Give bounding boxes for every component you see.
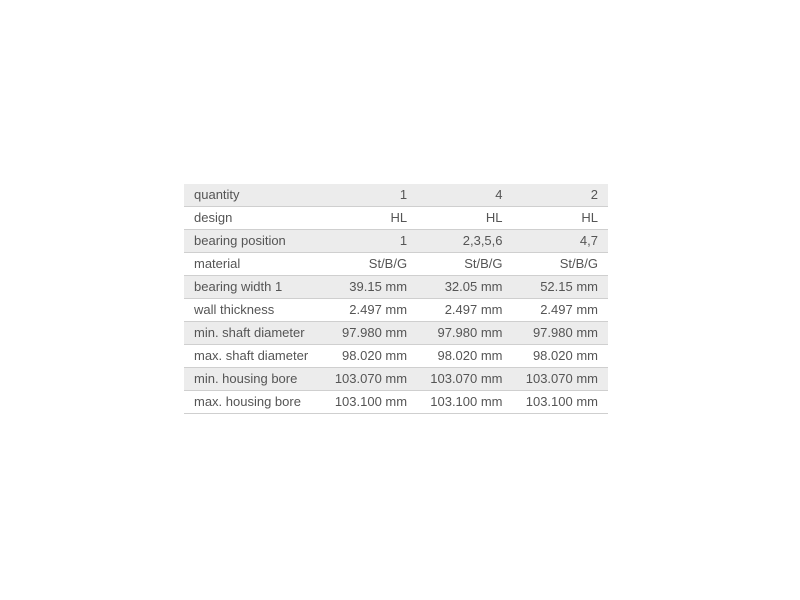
row-label: material	[184, 253, 322, 276]
table-row	[184, 368, 608, 391]
table-cell: 103.070 mm	[322, 368, 417, 391]
row-label: min. shaft diameter	[184, 322, 322, 345]
table-cell: 2,3,5,6	[417, 230, 512, 253]
table-cell: HL	[417, 207, 512, 230]
table-cell: 98.020 mm	[417, 345, 512, 368]
table-cell: 98.020 mm	[322, 345, 417, 368]
table-cell: 1	[322, 230, 417, 253]
table-cell: 32.05 mm	[417, 276, 512, 299]
row-label: bearing width 1	[184, 276, 322, 299]
table-cell: 39.15 mm	[322, 276, 417, 299]
table-cell: 97.980 mm	[513, 322, 608, 345]
row-label: bearing position	[184, 230, 322, 253]
bearing-spec-table	[184, 184, 608, 414]
table-cell: HL	[513, 207, 608, 230]
table-cell: 103.070 mm	[513, 368, 608, 391]
table-cell: HL	[322, 207, 417, 230]
table-cell: 97.980 mm	[417, 322, 512, 345]
row-label: max. shaft diameter	[184, 345, 322, 368]
table-cell: 98.020 mm	[513, 345, 608, 368]
table-cell: 103.100 mm	[322, 391, 417, 414]
row-label: design	[184, 207, 322, 230]
table-cell: 2.497 mm	[513, 299, 608, 322]
table-cell: 2.497 mm	[322, 299, 417, 322]
table-cell: 2.497 mm	[417, 299, 512, 322]
table-row	[184, 184, 608, 207]
table-cell: 2	[513, 184, 608, 207]
table-cell: 97.980 mm	[322, 322, 417, 345]
row-label: quantity	[184, 184, 322, 207]
table-cell: St/B/G	[322, 253, 417, 276]
table-cell: 1	[322, 184, 417, 207]
table-row	[184, 230, 608, 253]
table-cell: 52.15 mm	[513, 276, 608, 299]
table-row	[184, 322, 608, 345]
table-row	[184, 207, 608, 230]
table-cell: 103.100 mm	[513, 391, 608, 414]
table-cell: 4,7	[513, 230, 608, 253]
table-row	[184, 253, 608, 276]
row-label: wall thickness	[184, 299, 322, 322]
row-label: max. housing bore	[184, 391, 322, 414]
table-row	[184, 276, 608, 299]
table-cell: 103.070 mm	[417, 368, 512, 391]
row-label: min. housing bore	[184, 368, 322, 391]
table-cell: St/B/G	[417, 253, 512, 276]
table-row	[184, 299, 608, 322]
table-row	[184, 391, 608, 414]
table-cell: 103.100 mm	[417, 391, 512, 414]
table-row	[184, 345, 608, 368]
table-cell: St/B/G	[513, 253, 608, 276]
table-cell: 4	[417, 184, 512, 207]
